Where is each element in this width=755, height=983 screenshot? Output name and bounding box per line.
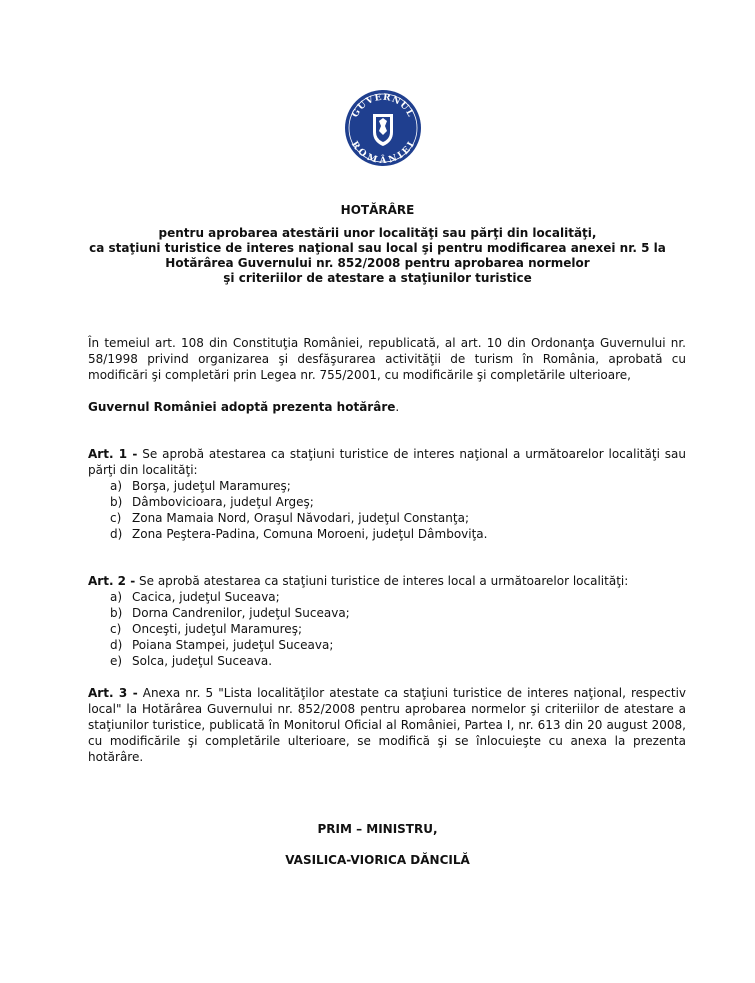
list-item	[110, 621, 350, 637]
list-item-text: Cacica, judeţul Suceava;	[132, 590, 280, 604]
article-1-label: Art. 1 -	[88, 447, 138, 461]
list-item-text: Dorna Candrenilor, judeţul Suceava;	[132, 606, 350, 620]
article-2	[88, 573, 686, 589]
list-marker: e)	[110, 654, 123, 668]
article-2-list	[110, 589, 350, 669]
list-item	[110, 589, 350, 605]
signature-name: VASILICA-VIORICA DĂNCILĂ	[285, 853, 470, 867]
subtitle-line: şi criteriilor de atestare a staţiunilor turistice	[223, 271, 532, 285]
list-marker: c)	[110, 511, 122, 525]
list-marker: b)	[110, 606, 123, 620]
list-item-text: Dâmbovicioara, judeţul Argeş;	[132, 495, 314, 509]
article-3-text: Anexa nr. 5 "Lista localităţilor atestate ca staţiuni turistice de interes naţional, respectiv local" la Hotărârea Guvernului nr. 852/2008 pentru aprobarea normelor şi criteriilor de atestare a staţiunilor turistice, publicată în Monitorul Oficial al României, Partea I, nr. 613 din 20 august 2008, cu modificările şi completările ulterioare, se modifică şi se înlocuieşte cu anexa la prezenta hotărâre.	[88, 686, 687, 764]
preamble-paragraph: În temeiul art. 108 din Constituţia României, republicată, al art. 10 din Ordonanţa Guvernului nr. 58/1998 privind organizarea şi desfăşurarea activităţii de turism în România, aprobată cu modificări şi completări prin Legea nr. 755/2001, cu modificările şi completările ulterioare,	[88, 336, 686, 382]
emblem-text-bottom: ROMÂNIEI	[348, 139, 418, 167]
list-item-text: Zona Peştera-Padina, Comuna Moroeni, judeţul Dâmboviţa.	[132, 527, 488, 541]
subtitle-line: Hotărârea Guvernului nr. 852/2008 pentru aprobarea normelor	[165, 256, 590, 270]
subtitle-line: pentru aprobarea atestării unor localităţi sau părţi din localităţi,	[158, 226, 597, 240]
emblem-text-top: GUVERNUL	[350, 92, 416, 120]
list-item	[110, 526, 487, 542]
government-emblem-icon	[343, 88, 423, 168]
list-item-text: Zona Mamaia Nord, Oraşul Năvodari, judeţul Constanţa;	[132, 511, 469, 525]
list-marker: d)	[110, 638, 123, 652]
article-2-label: Art. 2 -	[88, 574, 136, 588]
article-3-label: Art. 3 -	[88, 686, 138, 700]
article-1-text: Se aprobă atestarea ca staţiuni turistice de interes naţional a următoarelor localităţi sau părţi din localităţi:	[88, 447, 686, 477]
article-1	[88, 446, 686, 478]
list-marker: a)	[110, 479, 123, 493]
article-2-text: Se aprobă atestarea ca staţiuni turistice de interes local a următoarelor localităţi:	[135, 574, 629, 588]
list-marker: b)	[110, 495, 123, 509]
document-subtitle	[60, 226, 695, 286]
list-item	[110, 637, 350, 653]
list-item	[110, 494, 487, 510]
list-item-text: Onceşti, judeţul Maramureş;	[132, 622, 302, 636]
list-marker: a)	[110, 590, 123, 604]
list-item-text: Poiana Stampei, judeţul Suceava;	[132, 638, 334, 652]
article-3	[88, 685, 686, 765]
list-item	[110, 653, 350, 669]
list-marker: c)	[110, 622, 122, 636]
list-item	[110, 605, 350, 621]
document-title: HOTĂRÂRE	[340, 203, 415, 217]
list-item-text: Solca, judeţul Suceava.	[132, 654, 273, 668]
subtitle-line: ca staţiuni turistice de interes naţional sau local şi pentru modificarea anexei nr. 5 la	[89, 241, 666, 255]
list-marker: d)	[110, 527, 123, 541]
list-item	[110, 510, 487, 526]
adoption-paragraph	[88, 399, 686, 415]
adoption-statement: Guvernul României adoptă prezenta hotărâre	[88, 400, 396, 414]
article-1-list	[110, 478, 487, 542]
list-item	[110, 478, 487, 494]
signature-role: PRIM – MINISTRU,	[317, 822, 438, 836]
list-item-text: Borşa, judeţul Maramureş;	[132, 479, 291, 493]
adoption-end: .	[395, 400, 400, 414]
